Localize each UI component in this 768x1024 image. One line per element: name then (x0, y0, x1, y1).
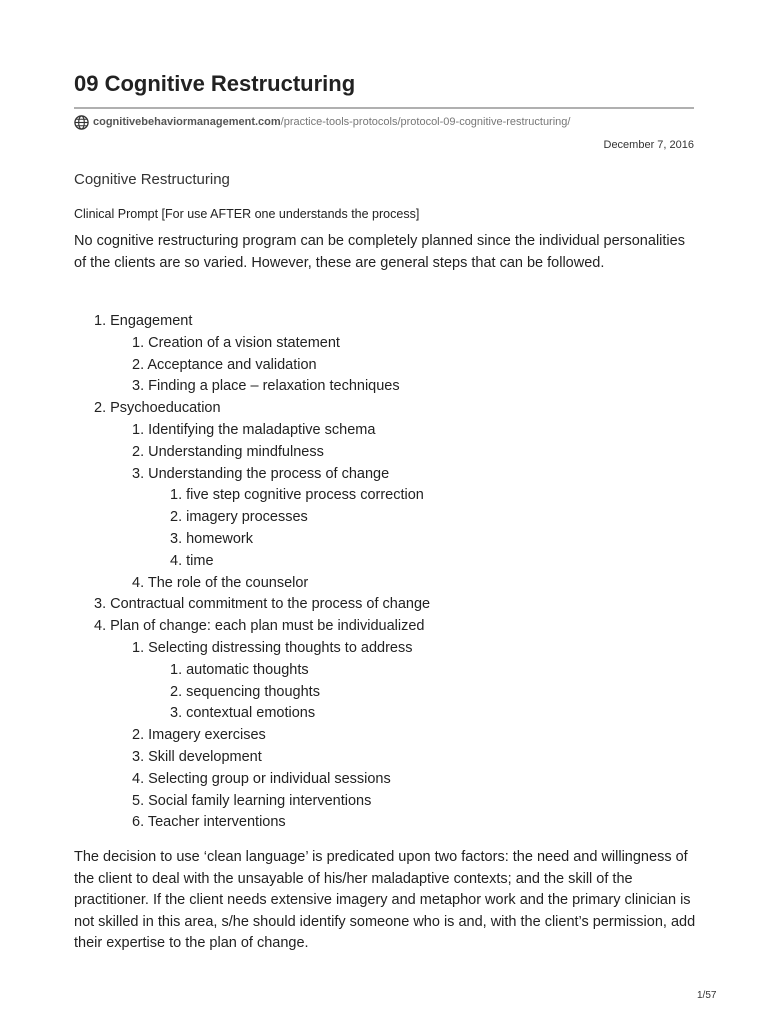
clinical-prompt: Clinical Prompt [For use AFTER one understands the process] (74, 207, 420, 221)
source-domain[interactable]: cognitivebehaviormanagement.com (93, 116, 281, 128)
outline-item: 3. homework (170, 530, 254, 547)
outline-item: 1. automatic thoughts (170, 661, 309, 678)
outline-item: 3. Contractual commitment to the process of change (94, 596, 431, 613)
intro-paragraph: No cognitive restructuring program can be completely planned since the individual personalities of the clients are so varied. However, these are general steps that can be followed. (74, 233, 685, 271)
outline-item: 4. The role of the counselor (132, 574, 309, 591)
outline-item: 1. Engagement (94, 313, 193, 329)
outline-item: 4. Plan of change: each plan must be individualized (94, 618, 425, 635)
outline-item: 3. Skill development (132, 748, 262, 765)
outline-item: 1. five step cognitive process correction (170, 487, 424, 504)
outline-item: 2. Acceptance and validation (132, 356, 317, 373)
page-title: 09 Cognitive Restructuring (74, 71, 356, 96)
outline-item: 5. Social family learning interventions (132, 792, 372, 809)
outline-item: 1. Selecting distressing thoughts to address (132, 639, 413, 656)
outline-item: 1. Identifying the maladaptive schema (132, 421, 376, 438)
outline-item: 1. Creation of a vision statement (132, 334, 340, 351)
source-url[interactable] (74, 113, 570, 131)
outline-item: 6. Teacher interventions (132, 814, 286, 831)
outline-item: 3. contextual emotions (170, 705, 316, 722)
steps-outline (74, 311, 694, 834)
outline-item: 4. Selecting group or individual sessions (132, 770, 391, 787)
globe-icon (74, 115, 89, 130)
outline-item: 2. Understanding mindfulness (132, 443, 324, 460)
title-divider (74, 107, 694, 109)
outline-item: 3. Finding a place – relaxation techniques (132, 378, 400, 395)
closing-paragraph: The decision to use ‘clean language’ is predicated upon two factors: the need and willingness of the client to deal with the unsayable of his/her maladaptive contexts; and the skill of the practitioner. If the client needs extensive imagery and metaphor work and the primary clinician is not skilled in this area, s/he should identify someone who is and, with the client’s permission, add their expertise to the plan of change. (74, 849, 696, 951)
publish-date: December 7, 2016 (603, 139, 694, 151)
outline-item: 2. Psychoeducation (94, 400, 221, 417)
page-number: 1/57 (697, 990, 717, 1001)
outline-item: 2. Imagery exercises (132, 727, 266, 744)
section-title: Cognitive Restructuring (74, 171, 230, 188)
outline-item: 2. sequencing thoughts (170, 683, 320, 700)
outline-item: 2. imagery processes (170, 509, 308, 526)
source-path[interactable]: /practice-tools-protocols/protocol-09-cognitive-restructuring/ (280, 116, 571, 128)
outline-item: 4. time (170, 552, 214, 569)
outline-item: 3. Understanding the process of change (132, 465, 390, 482)
